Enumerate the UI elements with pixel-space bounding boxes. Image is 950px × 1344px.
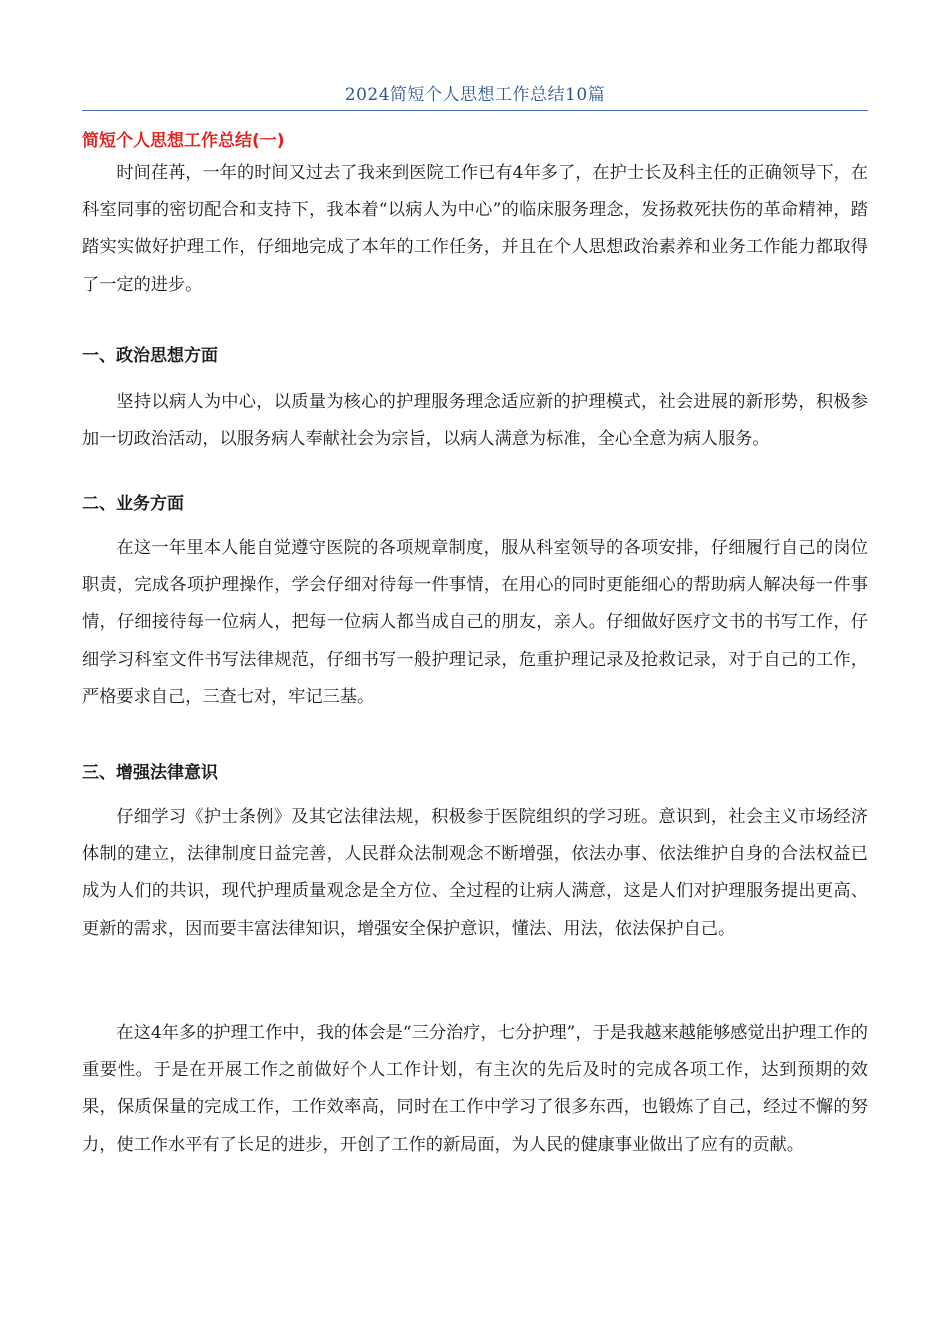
document-header bbox=[82, 80, 868, 111]
section-title: 简短个人思想工作总结(一) bbox=[82, 131, 285, 151]
heading-law: 三、增强法律意识 bbox=[82, 763, 218, 783]
paragraph-business: 在这一年里本人能自觉遵守医院的各项规章制度，服从科室领导的各项安排，仔细履行自己的岗位职责，完成各项护理操作，学会仔细对待每一件事情，在用心的同时更能细心的帮助病人解决每一件事情，仔细接待每一位病人，把每一位病人都当成自己的朋友，亲人。仔细做好医疗文书的书写工作，仔细学习科室文件书写法律规范，仔细书写一般护理记录，危重护理记录及抢救记录，对于自己的工作，严格要求自己，三查七对，牢记三基。 bbox=[82, 538, 868, 707]
document-title: 2024简短个人思想工作总结10篇 bbox=[344, 85, 606, 105]
heading-business: 二、业务方面 bbox=[82, 494, 184, 514]
paragraph-political: 坚持以病人为中心，以质量为核心的护理服务理念适应新的护理模式，社会进展的新形势，积极参加一切政治活动，以服务病人奉献社会为宗旨，以病人满意为标准，全心全意为病人服务。 bbox=[82, 392, 868, 450]
paragraph-experience: 在这4年多的护理工作中，我的体会是“三分治疗，七分护理”，于是我越来越能够感觉出护理工作的重要性。于是在开展工作之前做好个人工作计划，有主次的先后及时的完成各项工作，达到预期的效果，保质保量的完成工作，工作效率高，同时在工作中学习了很多东西，也锻炼了自己，经过不懈的努力，使工作水平有了长足的进步，开创了工作的新局面，为人民的健康事业做出了应有的贡献。 bbox=[82, 1023, 868, 1155]
intro-paragraph: 时间荏苒，一年的时间又过去了我来到医院工作已有4年多了，在护士长及科主任的正确领导下，在科室同事的密切配合和支持下，我本着“以病人为中心”的临床服务理念，发扬救死扶伤的革命精神，踏踏实实做好护理工作，仔细地完成了本年的工作任务，并且在个人思想政治素养和业务工作能力都取得了一定的进步。 bbox=[82, 163, 868, 295]
heading-political: 一、政治思想方面 bbox=[82, 346, 218, 366]
paragraph-law: 仔细学习《护士条例》及其它法律法规，积极参于医院组织的学习班。意识到，社会主义市场经济体制的建立，法律制度日益完善，人民群众法制观念不断增强，依法办事、依法维护自身的合法权益已成为人们的共识，现代护理质量观念是全方位、全过程的让病人满意，这是人们对护理服务提出更高、更新的需求，因而要丰富法律知识，增强安全保护意识，懂法、用法，依法保护自己。 bbox=[82, 807, 868, 939]
